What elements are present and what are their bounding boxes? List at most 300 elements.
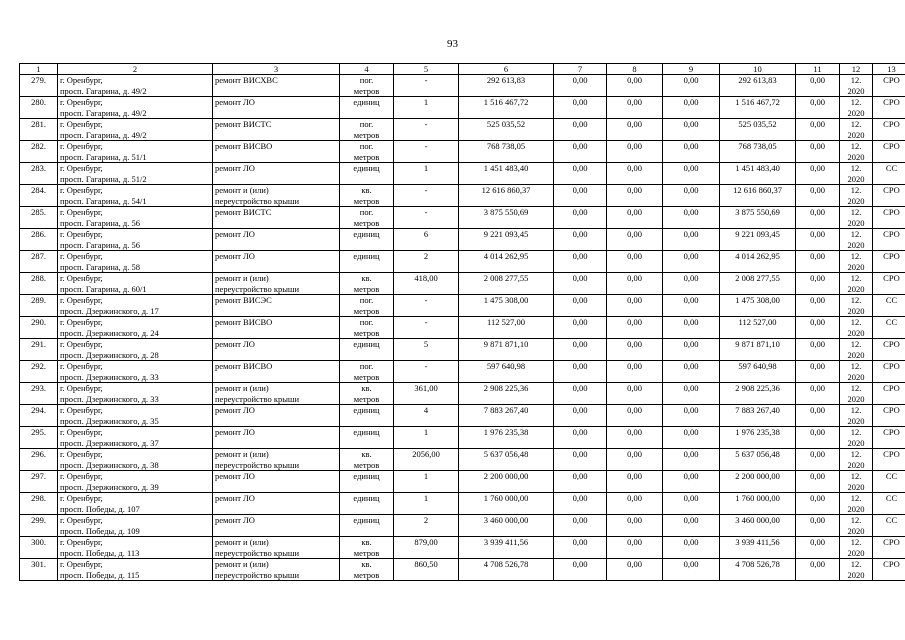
quantity-cell: - <box>394 295 459 317</box>
address-street: просп. Гагарина, д. 58 <box>60 261 141 272</box>
unit-line-1: единиц <box>353 229 380 239</box>
col7-cell: 0,00 <box>554 75 607 97</box>
col11-cell: 0,00 <box>796 383 840 405</box>
col9-cell: 0,00 <box>663 427 720 449</box>
row-number: 280. <box>20 97 58 119</box>
total-cost-cell: 112 527,00 <box>459 317 554 339</box>
address-street: просп. Гагарина, д. 49/2 <box>60 85 147 96</box>
period-year: 2020 <box>847 525 865 536</box>
row-number: 301. <box>20 559 58 581</box>
row-number: 281. <box>20 119 58 141</box>
work-type-line-1: ремонт ВИСВО <box>215 361 273 371</box>
col8-cell: 0,00 <box>607 493 663 515</box>
address-street: просп. Дзержинского, д. 33 <box>60 393 159 404</box>
work-type-cell <box>213 141 340 163</box>
unit-line-1: кв. <box>361 559 372 569</box>
period-year: 2020 <box>847 85 865 96</box>
table-row <box>20 449 905 471</box>
address-street: просп. Гагарина, д. 49/2 <box>60 107 147 118</box>
quantity-cell: 361,00 <box>394 383 459 405</box>
address-cell <box>58 361 213 383</box>
row-number: 299. <box>20 515 58 537</box>
unit-line-1: единиц <box>353 251 380 261</box>
row-number: 283. <box>20 163 58 185</box>
col10-cell: 9 221 093,45 <box>720 229 796 251</box>
period-month: 12. <box>850 317 862 327</box>
col11-cell: 0,00 <box>796 273 840 295</box>
total-cost-cell: 292 613,83 <box>459 75 554 97</box>
row-number: 279. <box>20 75 58 97</box>
period-cell <box>840 537 873 559</box>
col11-cell: 0,00 <box>796 207 840 229</box>
unit-cell <box>340 141 394 163</box>
period-year: 2020 <box>847 283 865 294</box>
work-type-line-1: ремонт ВИСХВС <box>215 75 278 85</box>
period-month: 12. <box>850 515 862 525</box>
quantity-cell: 4 <box>394 405 459 427</box>
work-type-cell <box>213 405 340 427</box>
col9-cell: 0,00 <box>663 207 720 229</box>
table-row <box>20 97 905 119</box>
unit-line-2: метров <box>353 217 380 228</box>
work-type-line-2: переустройство крыши <box>215 547 300 558</box>
work-type-cell <box>213 493 340 515</box>
method-cell: СРО <box>873 119 905 141</box>
unit-line-2: метров <box>353 151 380 162</box>
address-cell <box>58 163 213 185</box>
col11-cell: 0,00 <box>796 493 840 515</box>
quantity-cell: 1 <box>394 427 459 449</box>
header-cell: 9 <box>663 64 720 75</box>
work-type-line-1: ремонт ЛО <box>215 339 255 349</box>
address-city: г. Оренбург, <box>60 141 103 151</box>
unit-line-1: единиц <box>353 493 380 503</box>
period-year: 2020 <box>847 129 865 140</box>
table-row <box>20 163 905 185</box>
method-cell: СРО <box>873 75 905 97</box>
col7-cell: 0,00 <box>554 405 607 427</box>
quantity-cell: 1 <box>394 493 459 515</box>
table-row <box>20 141 905 163</box>
address-street: просп. Гагарина, д. 49/2 <box>60 129 147 140</box>
work-type-line-1: ремонт ЛО <box>215 471 255 481</box>
col10-cell: 1 516 467,72 <box>720 97 796 119</box>
method-cell: СРО <box>873 559 905 581</box>
method-cell: СРО <box>873 97 905 119</box>
col8-cell: 0,00 <box>607 185 663 207</box>
col11-cell: 0,00 <box>796 339 840 361</box>
method-cell: СС <box>873 493 905 515</box>
address-city: г. Оренбург, <box>60 515 103 525</box>
period-month: 12. <box>850 185 862 195</box>
unit-line-1: пог. <box>359 119 374 129</box>
total-cost-cell: 1 760 000,00 <box>459 493 554 515</box>
quantity-cell: 2 <box>394 515 459 537</box>
row-number: 298. <box>20 493 58 515</box>
method-cell: СС <box>873 295 905 317</box>
row-number: 291. <box>20 339 58 361</box>
col8-cell: 0,00 <box>607 251 663 273</box>
period-year: 2020 <box>847 261 865 272</box>
table-row <box>20 339 905 361</box>
unit-line-2: метров <box>353 85 380 96</box>
address-street: просп. Дзержинского, д. 38 <box>60 459 159 470</box>
address-cell <box>58 141 213 163</box>
period-cell <box>840 163 873 185</box>
col8-cell: 0,00 <box>607 537 663 559</box>
unit-line-2: метров <box>353 129 380 140</box>
period-month: 12. <box>850 427 862 437</box>
unit-cell <box>340 295 394 317</box>
col10-cell: 1 451 483,40 <box>720 163 796 185</box>
quantity-cell: - <box>394 119 459 141</box>
address-street: просп. Гагарина, д. 51/2 <box>60 173 147 184</box>
address-street: просп. Дзержинского, д. 35 <box>60 415 159 426</box>
col11-cell: 0,00 <box>796 229 840 251</box>
col8-cell: 0,00 <box>607 449 663 471</box>
method-cell: СС <box>873 515 905 537</box>
unit-line-1: единиц <box>353 97 380 107</box>
work-type-line-1: ремонт ЛО <box>215 229 255 239</box>
col9-cell: 0,00 <box>663 119 720 141</box>
col8-cell: 0,00 <box>607 559 663 581</box>
address-cell <box>58 471 213 493</box>
page-number: 93 <box>447 38 458 50</box>
period-cell <box>840 119 873 141</box>
unit-line-1: кв. <box>361 383 372 393</box>
period-cell <box>840 295 873 317</box>
header-cell: 7 <box>554 64 607 75</box>
address-cell <box>58 317 213 339</box>
col10-cell: 3 939 411,56 <box>720 537 796 559</box>
col9-cell: 0,00 <box>663 317 720 339</box>
unit-cell <box>340 317 394 339</box>
work-type-cell <box>213 97 340 119</box>
address-street: просп. Дзержинского, д. 33 <box>60 371 159 382</box>
header-cell: 8 <box>607 64 663 75</box>
unit-line-1: пог. <box>359 141 374 151</box>
period-year: 2020 <box>847 195 865 206</box>
col7-cell: 0,00 <box>554 361 607 383</box>
total-cost-cell: 1 451 483,40 <box>459 163 554 185</box>
address-city: г. Оренбург, <box>60 405 103 415</box>
unit-line-2: метров <box>353 305 380 316</box>
quantity-cell: 5 <box>394 339 459 361</box>
col8-cell: 0,00 <box>607 207 663 229</box>
unit-cell <box>340 339 394 361</box>
address-city: г. Оренбург, <box>60 185 103 195</box>
col8-cell: 0,00 <box>607 471 663 493</box>
address-city: г. Оренбург, <box>60 339 103 349</box>
period-year: 2020 <box>847 481 865 492</box>
period-year: 2020 <box>847 239 865 250</box>
work-type-cell <box>213 537 340 559</box>
address-street: просп. Дзержинского, д. 28 <box>60 349 159 360</box>
row-number: 290. <box>20 317 58 339</box>
total-cost-cell: 2 908 225,36 <box>459 383 554 405</box>
period-month: 12. <box>850 361 862 371</box>
col7-cell: 0,00 <box>554 515 607 537</box>
col11-cell: 0,00 <box>796 449 840 471</box>
address-city: г. Оренбург, <box>60 449 103 459</box>
period-month: 12. <box>850 295 862 305</box>
header-cell: 4 <box>340 64 394 75</box>
period-year: 2020 <box>847 305 865 316</box>
unit-cell <box>340 207 394 229</box>
total-cost-cell: 525 035,52 <box>459 119 554 141</box>
work-type-cell <box>213 273 340 295</box>
col8-cell: 0,00 <box>607 515 663 537</box>
header-cell: 10 <box>720 64 796 75</box>
col9-cell: 0,00 <box>663 273 720 295</box>
register-table <box>19 63 905 581</box>
address-city: г. Оренбург, <box>60 229 103 239</box>
period-month: 12. <box>850 493 862 503</box>
col11-cell: 0,00 <box>796 185 840 207</box>
work-type-line-2: переустройство крыши <box>215 459 300 470</box>
unit-cell <box>340 163 394 185</box>
period-year: 2020 <box>847 459 865 470</box>
col7-cell: 0,00 <box>554 251 607 273</box>
address-street: просп. Дзержинского, д. 24 <box>60 327 159 338</box>
col10-cell: 1 976 235,38 <box>720 427 796 449</box>
col10-cell: 525 035,52 <box>720 119 796 141</box>
unit-cell <box>340 471 394 493</box>
col11-cell: 0,00 <box>796 405 840 427</box>
col11-cell: 0,00 <box>796 537 840 559</box>
period-cell <box>840 97 873 119</box>
unit-cell <box>340 229 394 251</box>
col7-cell: 0,00 <box>554 383 607 405</box>
work-type-cell <box>213 339 340 361</box>
col11-cell: 0,00 <box>796 471 840 493</box>
col10-cell: 4 708 526,78 <box>720 559 796 581</box>
col7-cell: 0,00 <box>554 163 607 185</box>
address-cell <box>58 339 213 361</box>
work-type-line-1: ремонт ЛО <box>215 251 255 261</box>
total-cost-cell: 1 475 308,00 <box>459 295 554 317</box>
period-year: 2020 <box>847 327 865 338</box>
work-type-line-1: ремонт и (или) <box>215 559 269 569</box>
col11-cell: 0,00 <box>796 427 840 449</box>
row-number: 297. <box>20 471 58 493</box>
address-street: просп. Победы, д. 107 <box>60 503 140 514</box>
col8-cell: 0,00 <box>607 317 663 339</box>
work-type-line-1: ремонт ВИСТС <box>215 119 272 129</box>
col7-cell: 0,00 <box>554 119 607 141</box>
method-cell: СРО <box>873 273 905 295</box>
unit-cell <box>340 273 394 295</box>
address-street: просп. Победы, д. 109 <box>60 525 140 536</box>
method-cell: СРО <box>873 361 905 383</box>
unit-line-2: метров <box>353 569 380 580</box>
total-cost-cell: 3 460 000,00 <box>459 515 554 537</box>
period-month: 12. <box>850 405 862 415</box>
method-cell: СРО <box>873 405 905 427</box>
total-cost-cell: 3 939 411,56 <box>459 537 554 559</box>
header-cell: 1 <box>20 64 58 75</box>
address-city: г. Оренбург, <box>60 317 103 327</box>
row-number: 287. <box>20 251 58 273</box>
period-month: 12. <box>850 537 862 547</box>
address-city: г. Оренбург, <box>60 493 103 503</box>
period-month: 12. <box>850 75 862 85</box>
header-cell: 5 <box>394 64 459 75</box>
header-row <box>20 64 905 75</box>
period-cell <box>840 427 873 449</box>
col11-cell: 0,00 <box>796 75 840 97</box>
method-cell: СРО <box>873 207 905 229</box>
col9-cell: 0,00 <box>663 339 720 361</box>
row-number: 295. <box>20 427 58 449</box>
work-type-cell <box>213 163 340 185</box>
col7-cell: 0,00 <box>554 537 607 559</box>
address-city: г. Оренбург, <box>60 163 103 173</box>
row-number: 288. <box>20 273 58 295</box>
unit-line-1: пог. <box>359 361 374 371</box>
row-number: 282. <box>20 141 58 163</box>
period-month: 12. <box>850 251 862 261</box>
quantity-cell: 418,00 <box>394 273 459 295</box>
col11-cell: 0,00 <box>796 317 840 339</box>
period-month: 12. <box>850 163 862 173</box>
col7-cell: 0,00 <box>554 471 607 493</box>
table-row <box>20 559 905 581</box>
col10-cell: 12 616 860,37 <box>720 185 796 207</box>
col11-cell: 0,00 <box>796 97 840 119</box>
period-cell <box>840 515 873 537</box>
table-row <box>20 515 905 537</box>
table-row <box>20 383 905 405</box>
unit-line-2: метров <box>353 459 380 470</box>
total-cost-cell: 2 008 277,55 <box>459 273 554 295</box>
unit-cell <box>340 361 394 383</box>
col8-cell: 0,00 <box>607 229 663 251</box>
col7-cell: 0,00 <box>554 141 607 163</box>
period-year: 2020 <box>847 371 865 382</box>
quantity-cell: 1 <box>394 97 459 119</box>
quantity-cell: 860,50 <box>394 559 459 581</box>
work-type-cell <box>213 449 340 471</box>
work-type-line-1: ремонт и (или) <box>215 273 269 283</box>
col7-cell: 0,00 <box>554 317 607 339</box>
work-type-cell <box>213 515 340 537</box>
work-type-cell <box>213 295 340 317</box>
address-cell <box>58 559 213 581</box>
period-year: 2020 <box>847 415 865 426</box>
unit-cell <box>340 449 394 471</box>
method-cell: СС <box>873 317 905 339</box>
total-cost-cell: 768 738,05 <box>459 141 554 163</box>
col8-cell: 0,00 <box>607 361 663 383</box>
unit-line-1: пог. <box>359 75 374 85</box>
unit-line-1: кв. <box>361 185 372 195</box>
address-cell <box>58 405 213 427</box>
col7-cell: 0,00 <box>554 273 607 295</box>
col11-cell: 0,00 <box>796 163 840 185</box>
col8-cell: 0,00 <box>607 405 663 427</box>
col10-cell: 112 527,00 <box>720 317 796 339</box>
col10-cell: 1 475 308,00 <box>720 295 796 317</box>
total-cost-cell: 3 875 550,69 <box>459 207 554 229</box>
header-cell: 6 <box>459 64 554 75</box>
address-cell <box>58 295 213 317</box>
period-year: 2020 <box>847 393 865 404</box>
method-cell: СРО <box>873 537 905 559</box>
col11-cell: 0,00 <box>796 119 840 141</box>
period-cell <box>840 75 873 97</box>
col8-cell: 0,00 <box>607 119 663 141</box>
method-cell: СС <box>873 471 905 493</box>
col8-cell: 0,00 <box>607 75 663 97</box>
address-city: г. Оренбург, <box>60 75 103 85</box>
col9-cell: 0,00 <box>663 361 720 383</box>
total-cost-cell: 597 640,98 <box>459 361 554 383</box>
period-month: 12. <box>850 273 862 283</box>
unit-line-1: единиц <box>353 163 380 173</box>
total-cost-cell: 1 516 467,72 <box>459 97 554 119</box>
unit-line-2: метров <box>353 327 380 338</box>
period-year: 2020 <box>847 217 865 228</box>
col7-cell: 0,00 <box>554 427 607 449</box>
table-row <box>20 471 905 493</box>
header-cell: 12 <box>840 64 873 75</box>
address-city: г. Оренбург, <box>60 559 103 569</box>
col11-cell: 0,00 <box>796 141 840 163</box>
address-street: просп. Гагарина, д. 56 <box>60 239 141 250</box>
col9-cell: 0,00 <box>663 405 720 427</box>
unit-cell <box>340 119 394 141</box>
method-cell: СРО <box>873 229 905 251</box>
period-year: 2020 <box>847 107 865 118</box>
row-number: 294. <box>20 405 58 427</box>
work-type-line-1: ремонт ВИСВО <box>215 141 273 151</box>
work-type-line-1: ремонт ЛО <box>215 515 255 525</box>
table-row <box>20 537 905 559</box>
total-cost-cell: 9 221 093,45 <box>459 229 554 251</box>
period-year: 2020 <box>847 569 865 580</box>
unit-cell <box>340 251 394 273</box>
address-cell <box>58 383 213 405</box>
unit-cell <box>340 75 394 97</box>
work-type-cell <box>213 251 340 273</box>
work-type-cell <box>213 471 340 493</box>
total-cost-cell: 5 637 056,48 <box>459 449 554 471</box>
row-number: 296. <box>20 449 58 471</box>
table-row <box>20 251 905 273</box>
col8-cell: 0,00 <box>607 141 663 163</box>
quantity-cell: 2056,00 <box>394 449 459 471</box>
period-cell <box>840 471 873 493</box>
method-cell: СС <box>873 163 905 185</box>
address-city: г. Оренбург, <box>60 207 103 217</box>
col10-cell: 4 014 262,95 <box>720 251 796 273</box>
method-cell: СРО <box>873 383 905 405</box>
quantity-cell: - <box>394 75 459 97</box>
address-city: г. Оренбург, <box>60 273 103 283</box>
unit-line-1: единиц <box>353 427 380 437</box>
work-type-line-2: переустройство крыши <box>215 195 300 206</box>
unit-line-2: метров <box>353 393 380 404</box>
unit-cell <box>340 405 394 427</box>
address-cell <box>58 273 213 295</box>
total-cost-cell: 4 014 262,95 <box>459 251 554 273</box>
col9-cell: 0,00 <box>663 493 720 515</box>
col8-cell: 0,00 <box>607 273 663 295</box>
period-month: 12. <box>850 559 862 569</box>
col10-cell: 2 908 225,36 <box>720 383 796 405</box>
work-type-line-2: переустройство крыши <box>215 393 300 404</box>
